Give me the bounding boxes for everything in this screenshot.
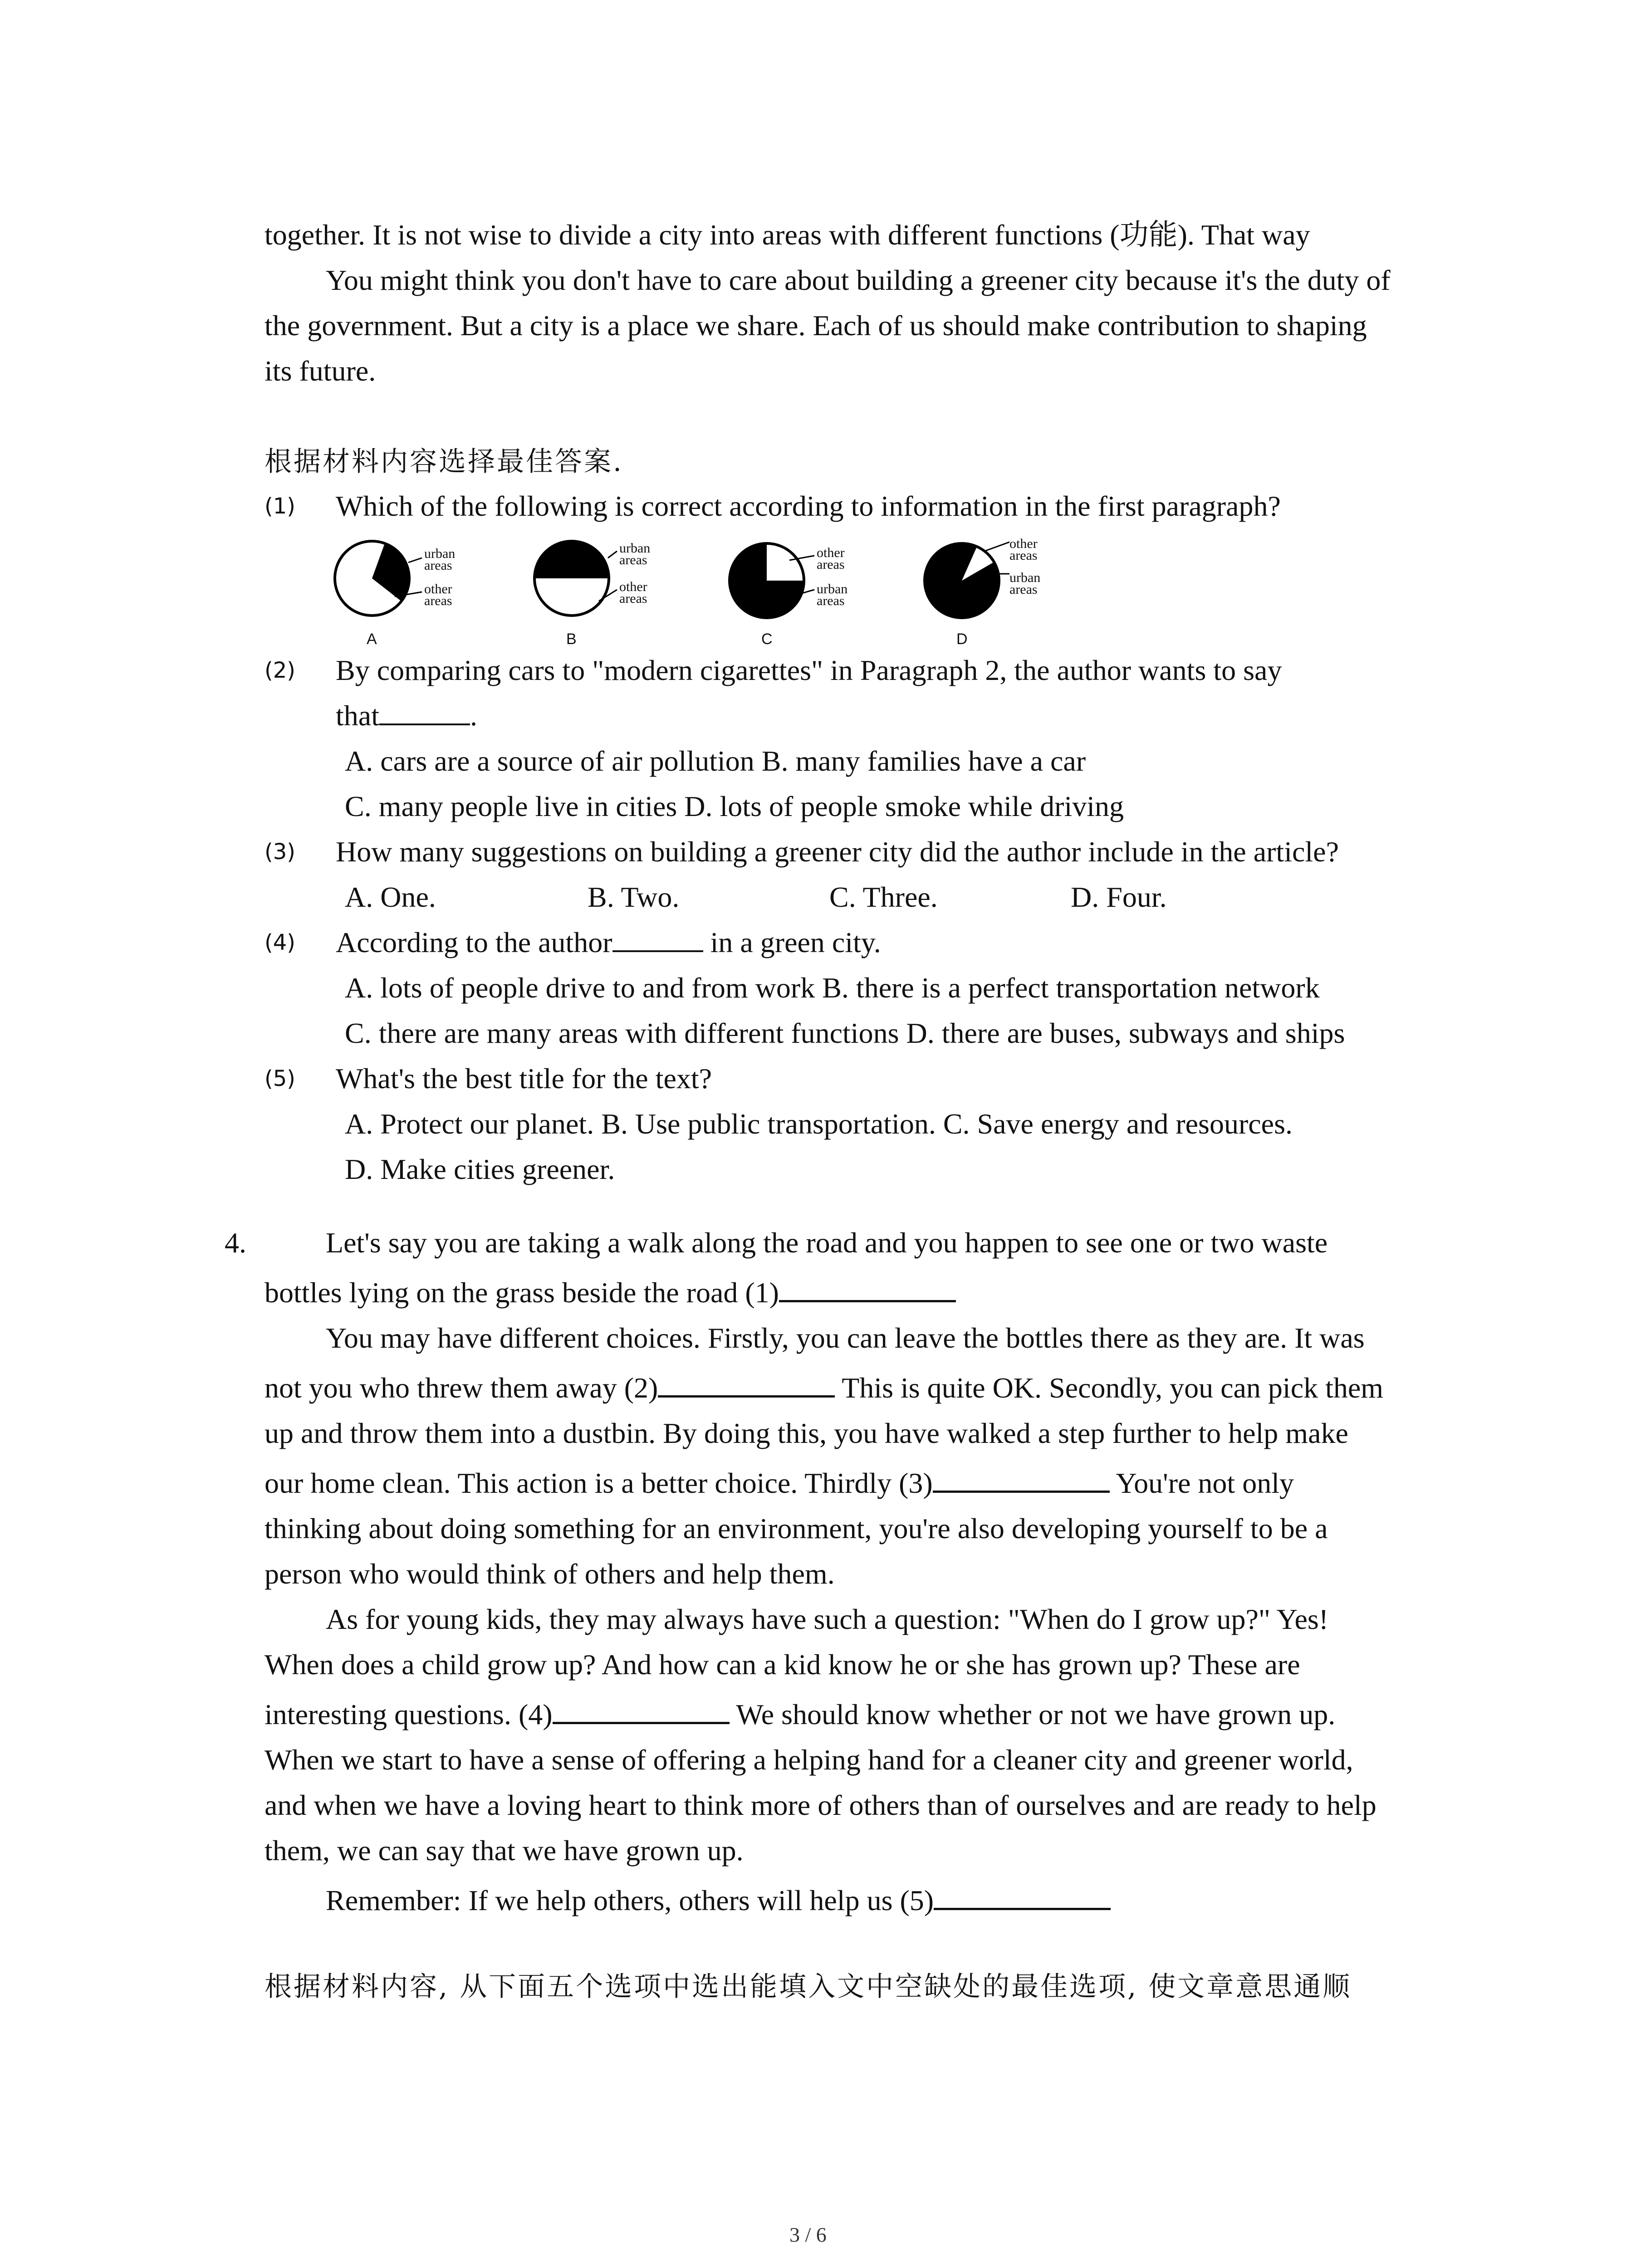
q4-p1-line-1: Let's say you are taking a walk along the road and you happen to see one or two waste bbox=[326, 1227, 1328, 1259]
pie-b-label-1: urban bbox=[619, 541, 651, 556]
q3-item-3-number: (3) bbox=[265, 839, 295, 865]
pie-b-label-1b: areas bbox=[619, 552, 647, 567]
q4-p1-line-2 bbox=[265, 1270, 956, 1315]
pie-b-label-2: other bbox=[619, 579, 647, 594]
q3-item-4-text-a: According to the author bbox=[336, 926, 612, 958]
q4-p2-line-5: thinking about doing something for an environment, you're also developing yourself to be a bbox=[265, 1512, 1328, 1545]
blank-1[interactable] bbox=[779, 1273, 956, 1302]
q4-p2-line-4 bbox=[265, 1461, 1294, 1506]
q3-item-2-continuation bbox=[336, 693, 477, 738]
q4-p3-line-4: When we start to have a sense of offering a helping hand for a cleaner city and greener world, bbox=[265, 1744, 1353, 1776]
q3-item-4-options-ab: A. lots of people drive to and from work B. there is a perfect transportation network bbox=[345, 972, 1320, 1004]
pie-d-label-1: other bbox=[1009, 536, 1038, 551]
q3-item-2-period: . bbox=[470, 699, 477, 732]
q4-p2-line-3: up and throw them into a dustbin. By doing this, you have walked a step further to help make bbox=[265, 1417, 1348, 1449]
q4-p2-line-2-text-b: This is quite OK. Secondly, you can pick them bbox=[835, 1372, 1384, 1404]
q3-item-2-text: By comparing cars to "modern cigarettes" in Paragraph 2, the author wants to say bbox=[336, 654, 1282, 686]
q3-item-4-number: (4) bbox=[265, 930, 295, 955]
q4-p2-line-2 bbox=[265, 1365, 1383, 1411]
pie-option-b bbox=[526, 538, 726, 651]
pie-a-letter: A bbox=[367, 631, 377, 648]
pie-b-letter: B bbox=[566, 631, 577, 648]
passage-line-1: together. It is not wise to divide a city into areas with different functions (功能). That way bbox=[265, 219, 1310, 251]
pie-chart-options bbox=[331, 538, 1102, 655]
q3-item-3-option-c: C. Three. bbox=[829, 881, 938, 913]
q3-item-4-text-b: in a green city. bbox=[703, 926, 881, 958]
pie-a-label-1b: areas bbox=[424, 558, 452, 573]
q4-p2-line-4-text-b: You're not only bbox=[1109, 1467, 1294, 1499]
pie-d-letter: D bbox=[956, 631, 968, 648]
pie-a-label-1: urban bbox=[424, 546, 456, 561]
q3-item-3-option-d: D. Four. bbox=[1071, 881, 1167, 913]
blank-4[interactable] bbox=[553, 1695, 730, 1724]
q4-p3-line-6: them, we can say that we have grown up. bbox=[265, 1834, 744, 1867]
q4-p2-line-6: person who would think of others and help them. bbox=[265, 1558, 835, 1590]
q3-item-2-that: that bbox=[336, 699, 379, 732]
pie-c-label-2: urban bbox=[817, 582, 848, 596]
pie-option-c bbox=[721, 538, 921, 651]
pie-c-letter: C bbox=[761, 631, 773, 648]
q3-item-4-text bbox=[336, 920, 881, 965]
q4-p3-line-3-text-b: We should know whether or not we have grown up. bbox=[729, 1698, 1336, 1730]
blank-3[interactable] bbox=[933, 1463, 1110, 1493]
pie-option-a bbox=[331, 538, 531, 651]
page-number: 3 / 6 bbox=[789, 2223, 827, 2246]
pie-d-label-2b: areas bbox=[1009, 582, 1038, 597]
q4-number: 4. bbox=[225, 1227, 246, 1259]
q3-item-2-number: (2) bbox=[265, 658, 295, 683]
q3-item-2-options-cd: C. many people live in cities D. lots of people smoke while driving bbox=[345, 790, 1124, 822]
pie-d-label-2: urban bbox=[1009, 570, 1041, 585]
q4-p3-line-5: and when we have a loving heart to think more of others than of ourselves and are ready to help bbox=[265, 1789, 1376, 1821]
passage-line-3: the government. But a city is a place we share. Each of us should make contribution to shaping bbox=[265, 309, 1367, 342]
q3-item-2-blank[interactable] bbox=[379, 699, 470, 725]
q3-item-5-option-d: D. Make cities greener. bbox=[345, 1153, 615, 1185]
passage-line-2: You might think you don't have to care about building a greener city because it's the duty of bbox=[326, 264, 1391, 296]
q4-p4-line-1 bbox=[326, 1878, 1111, 1923]
q4-instruction: 根据材料内容, 从下面五个选项中选出能填入文中空缺处的最佳选项, 使文章意思通顺 bbox=[265, 1971, 1352, 2003]
q4-p3-line-1: As for young kids, they may always have such a question: "When do I grow up?" Yes! bbox=[326, 1603, 1329, 1635]
pie-option-d bbox=[916, 538, 1116, 651]
q4-p2-line-2-text-a: not you who threw them away (2) bbox=[265, 1372, 658, 1404]
q3-item-1-text: Which of the following is correct according to information in the first paragraph? bbox=[336, 490, 1281, 522]
blank-5[interactable] bbox=[934, 1881, 1111, 1910]
q3-item-3-option-b: B. Two. bbox=[588, 881, 680, 913]
q3-item-4-options-cd: C. there are many areas with different functions D. there are buses, subways and ships bbox=[345, 1017, 1345, 1049]
pie-a-label-2b: areas bbox=[424, 593, 452, 608]
q3-item-5-options-abc: A. Protect our planet. B. Use public transportation. C. Save energy and resources. bbox=[345, 1108, 1293, 1140]
passage-line-4: its future. bbox=[265, 355, 376, 387]
q3-item-3-option-a: A. One. bbox=[345, 881, 436, 913]
q3-item-2-options-ab: A. cars are a source of air pollution B. many families have a car bbox=[345, 745, 1086, 777]
q3-item-5-number: (5) bbox=[265, 1066, 295, 1091]
pie-d-label-1b: areas bbox=[1009, 548, 1038, 563]
q4-p2-line-4-text-a: our home clean. This action is a better choice. Thirdly (3) bbox=[265, 1467, 933, 1499]
q3-item-3-text: How many suggestions on building a greener city did the author include in the article? bbox=[336, 836, 1339, 868]
pie-a-label-2: other bbox=[424, 582, 452, 596]
q3-item-5-text: What's the best title for the text? bbox=[336, 1062, 712, 1095]
pie-b-label-2b: areas bbox=[619, 591, 647, 606]
pie-c-label-1b: areas bbox=[817, 557, 845, 572]
q3-item-4-blank[interactable] bbox=[612, 925, 703, 952]
pie-c-label-1: other bbox=[817, 545, 845, 560]
blank-2[interactable] bbox=[658, 1368, 835, 1398]
q4-p3-line-2: When does a child grow up? And how can a kid know he or she has grown up? These are bbox=[265, 1648, 1300, 1681]
q3-instruction: 根据材料内容选择最佳答案. bbox=[265, 446, 624, 478]
pie-c-label-2b: areas bbox=[817, 593, 845, 608]
q3-item-1-number: (1) bbox=[265, 494, 295, 519]
q4-p2-line-1: You may have different choices. Firstly, you can leave the bottles there as they are. It was bbox=[326, 1322, 1365, 1354]
q4-p1-line-2-text: bottles lying on the grass beside the road (1) bbox=[265, 1276, 779, 1309]
q4-p3-line-3 bbox=[265, 1692, 1335, 1737]
q4-p3-line-3-text-a: interesting questions. (4) bbox=[265, 1698, 553, 1730]
q4-p4-text: Remember: If we help others, others will help us (5) bbox=[326, 1884, 934, 1916]
